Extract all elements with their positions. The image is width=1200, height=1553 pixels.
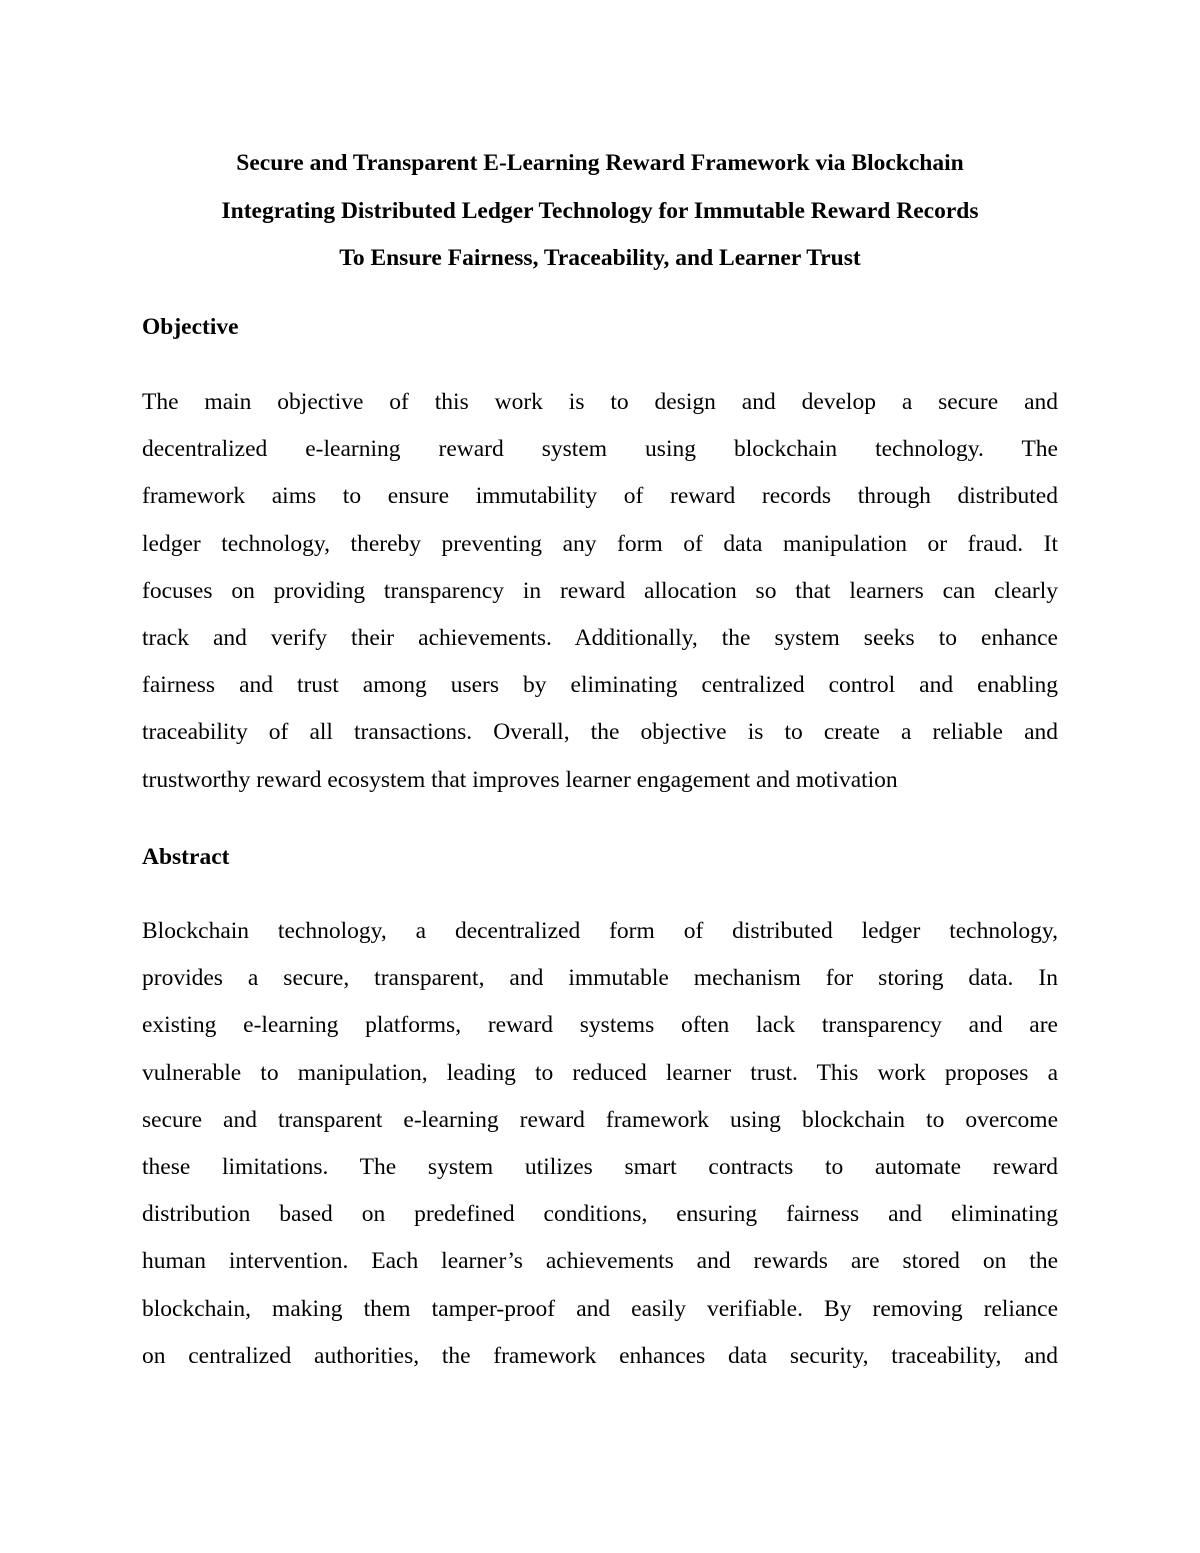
paragraph-line: blockchain, making them tamper-proof and easily verifiable. By removing reliance bbox=[142, 1295, 1058, 1322]
objective-paragraph bbox=[142, 379, 1058, 804]
paragraph-line: fairness and trust among users by eliminating centralized control and enabling bbox=[142, 672, 1058, 699]
paragraph-line: existing e-learning platforms, reward systems often lack transparency and are bbox=[142, 1012, 1058, 1039]
paragraph-line: track and verify their achievements. Additionally, the system seeks to enhance bbox=[142, 624, 1058, 651]
paragraph-line: focuses on providing transparency in reward allocation so that learners can clearly bbox=[142, 577, 1058, 604]
paragraph-line: traceability of all transactions. Overall, the objective is to create a reliable and bbox=[142, 719, 1058, 746]
paragraph-line: framework aims to ensure immutability of reward records through distributed bbox=[142, 483, 1058, 510]
paragraph-line: ledger technology, thereby preventing any form of data manipulation or fraud. It bbox=[142, 530, 1058, 557]
abstract-paragraph bbox=[142, 908, 1058, 1380]
paragraph-line: secure and transparent e-learning reward framework using blockchain to overcome bbox=[142, 1106, 1058, 1133]
title-line: Secure and Transparent E-Learning Reward Framework via Blockchain bbox=[236, 150, 964, 176]
paragraph-line: these limitations. The system utilizes smart contracts to automate reward bbox=[142, 1153, 1058, 1180]
objective-heading: Objective bbox=[142, 314, 239, 340]
paragraph-line: The main objective of this work is to design and develop a secure and bbox=[142, 389, 1058, 415]
paragraph-line: distribution based on predefined conditions, ensuring fairness and eliminating bbox=[142, 1201, 1058, 1228]
abstract-heading: Abstract bbox=[142, 844, 230, 870]
paragraph-line: trustworthy reward ecosystem that improves learner engagement and motivation bbox=[142, 766, 898, 793]
paragraph-line: decentralized e-learning reward system using blockchain technology. The bbox=[142, 436, 1058, 463]
subtitle-line: To Ensure Fairness, Traceability, and Learner Trust bbox=[339, 245, 861, 271]
document-title bbox=[142, 140, 1058, 283]
paragraph-line: Blockchain technology, a decentralized form of distributed ledger technology, bbox=[142, 918, 1058, 944]
paragraph-line: human intervention. Each learner’s achievements and rewards are stored on the bbox=[142, 1248, 1058, 1275]
paragraph-line: provides a secure, transparent, and immutable mechanism for storing data. In bbox=[142, 965, 1058, 992]
paragraph-line: on centralized authorities, the framework enhances data security, traceability, and bbox=[142, 1342, 1058, 1369]
subtitle-line: Integrating Distributed Ledger Technology for Immutable Reward Records bbox=[221, 197, 979, 224]
paragraph-line: vulnerable to manipulation, leading to reduced learner trust. This work proposes a bbox=[142, 1059, 1058, 1086]
